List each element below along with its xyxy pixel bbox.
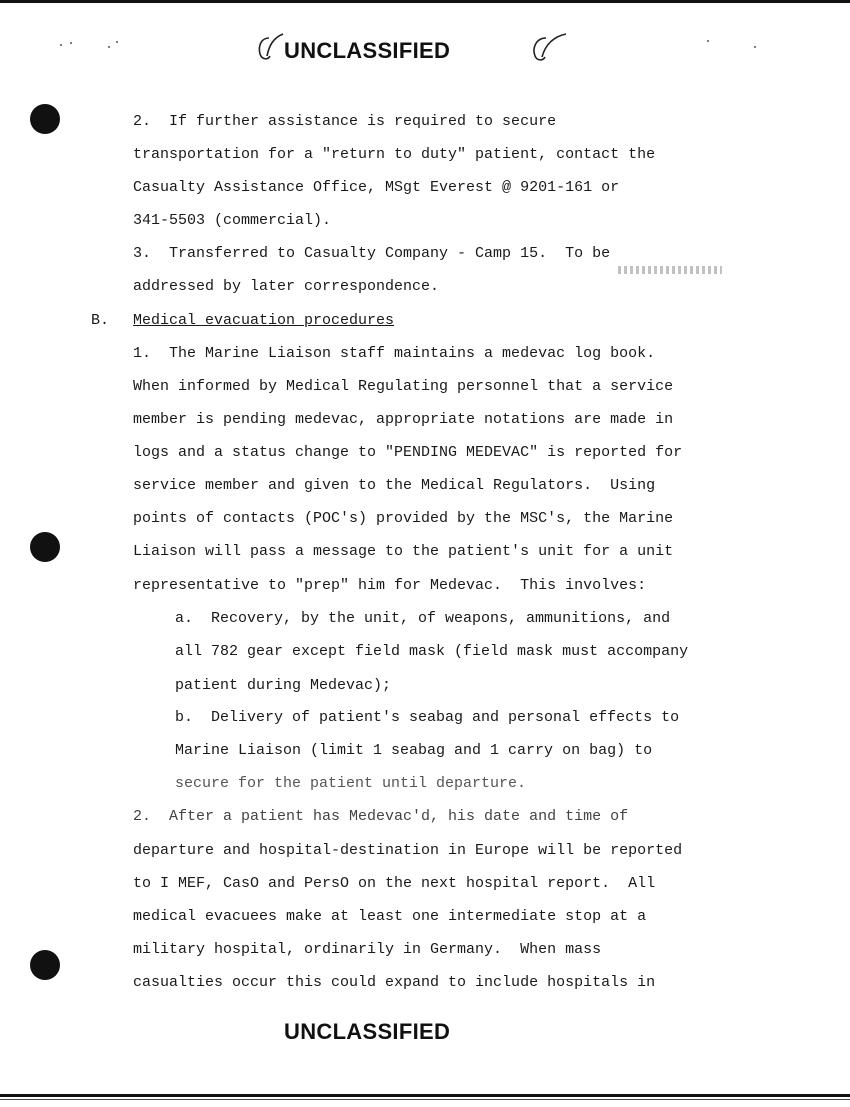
body-line: departure and hospital-destination in Europe will be reported <box>133 842 683 859</box>
bottom-scan-border-thin <box>0 1099 850 1100</box>
body-line: patient during Medevac); <box>175 677 392 694</box>
scan-smudge <box>618 266 722 274</box>
scan-speck <box>70 42 72 44</box>
body-line: a. Recovery, by the unit, of weapons, ammunitions, and <box>175 610 671 627</box>
scan-speck <box>60 44 62 46</box>
body-line: transportation for a "return to duty" patient, contact the <box>133 146 656 163</box>
body-line: points of contacts (POC's) provided by the MSC's, the Marine <box>133 510 674 527</box>
punch-hole-top <box>30 104 60 134</box>
body-line: all 782 gear except field mask (field mask must accompany <box>175 643 689 660</box>
body-line: 2. After a patient has Medevac'd, his date and time of <box>133 808 629 825</box>
body-line: When informed by Medical Regulating personnel that a service <box>133 378 674 395</box>
body-line: Marine Liaison (limit 1 seabag and 1 carry on bag) to <box>175 742 653 759</box>
handwritten-mark-left-icon <box>255 30 287 64</box>
bottom-scan-border <box>0 1094 850 1097</box>
body-line: b. Delivery of patient's seabag and personal effects to <box>175 709 680 726</box>
body-line: representative to "prep" him for Medevac. This involves: <box>133 577 647 594</box>
scan-speck <box>754 46 756 48</box>
body-line: to I MEF, CasO and PersO on the next hospital report. All <box>133 875 656 892</box>
scan-speck <box>707 40 709 42</box>
handwritten-mark-right-icon <box>528 30 570 64</box>
footer-classification: UNCLASSIFIED <box>284 1019 451 1044</box>
scan-speck <box>116 41 118 43</box>
top-scan-border <box>0 0 850 3</box>
punch-hole-middle <box>30 532 60 562</box>
body-line: logs and a status change to "PENDING MEDEVAC" is reported for <box>133 444 683 461</box>
body-line: 2. If further assistance is required to secure <box>133 113 557 130</box>
scan-speck <box>108 46 110 48</box>
body-line: member is pending medevac, appropriate notations are made in <box>133 411 674 428</box>
section-heading: Medical evacuation procedures <box>133 312 395 329</box>
punch-hole-bottom <box>30 950 60 980</box>
section-label-b: B. <box>91 312 110 329</box>
body-line: casualties occur this could expand to include hospitals in <box>133 974 656 991</box>
body-line: 3. Transferred to Casualty Company - Camp 15. To be <box>133 245 611 262</box>
body-line: Casualty Assistance Office, MSgt Everest @ 9201-161 or <box>133 179 620 196</box>
body-line: Liaison will pass a message to the patient's unit for a unit <box>133 543 674 560</box>
body-line: medical evacuees make at least one intermediate stop at a <box>133 908 647 925</box>
body-line: service member and given to the Medical Regulators. Using <box>133 477 656 494</box>
body-line: 1. The Marine Liaison staff maintains a medevac log book. <box>133 345 656 362</box>
body-line: military hospital, ordinarily in Germany. When mass <box>133 941 602 958</box>
body-line: secure for the patient until departure. <box>175 775 527 792</box>
body-line: 341-5503 (commercial). <box>133 212 332 229</box>
header-classification: UNCLASSIFIED <box>284 38 451 63</box>
body-line: addressed by later correspondence. <box>133 278 440 295</box>
